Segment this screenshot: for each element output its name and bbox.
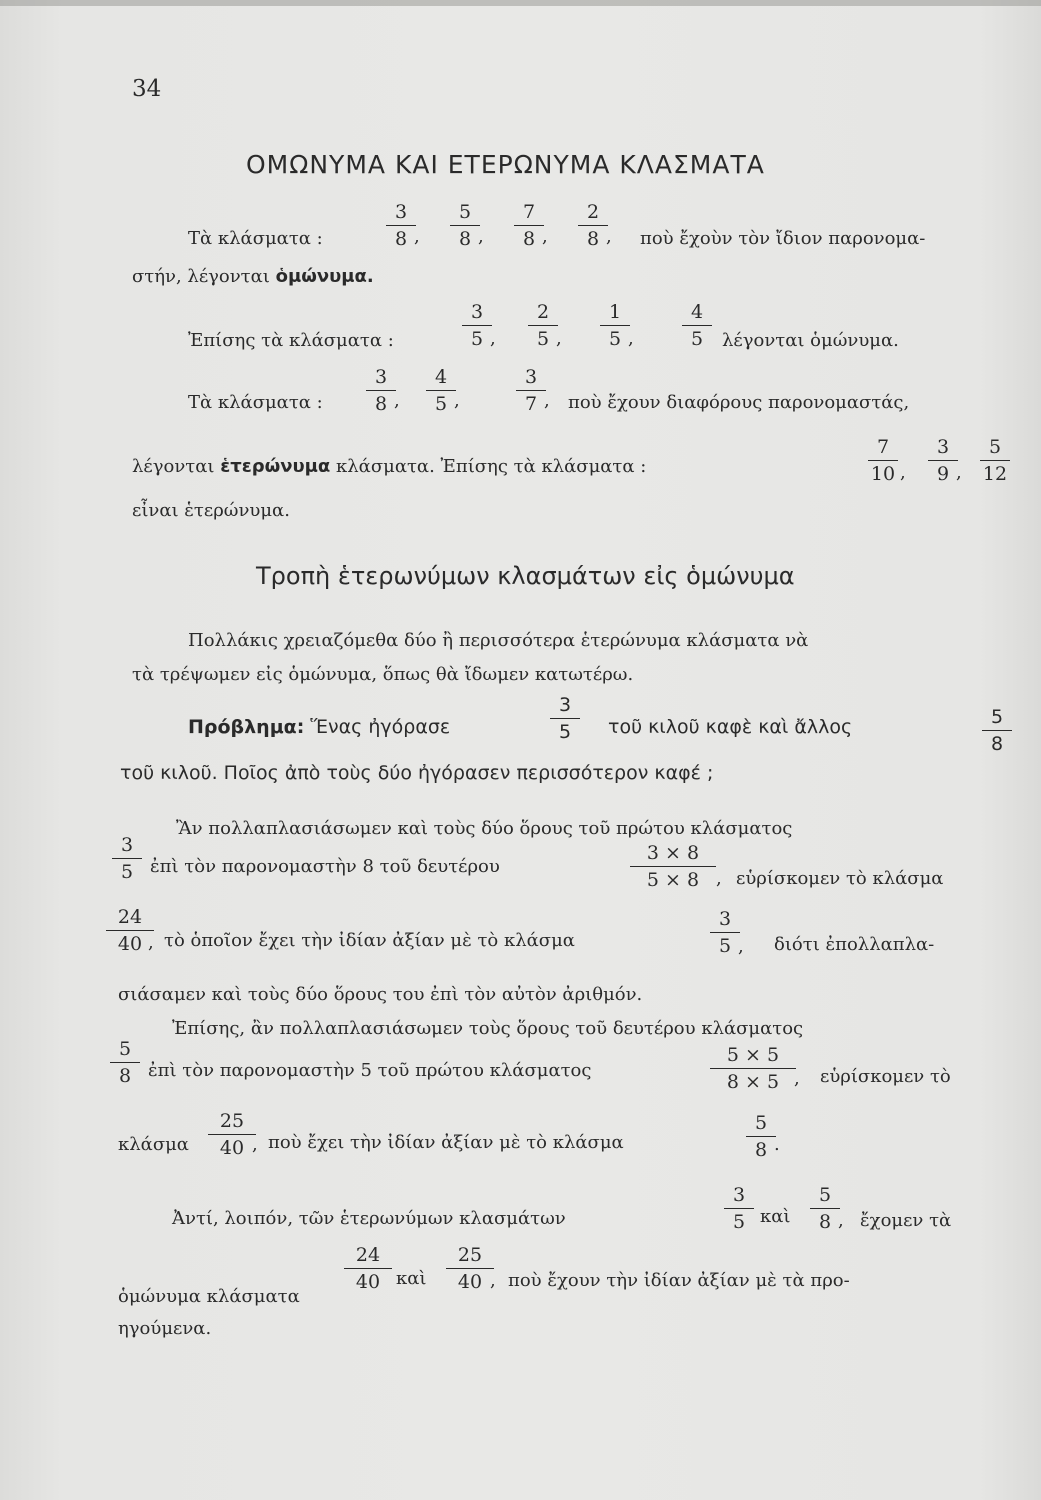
- top-edge-shadow: [0, 0, 1041, 6]
- p2-lead: Ἐπίσης τὰ κλάσματα :: [188, 330, 394, 351]
- p1-tail: ποὺ ἔχοὺν τὸν ἴδιον παρονομα-: [640, 228, 926, 249]
- p3-line3: εἶναι ἑτερώνυμα.: [132, 500, 290, 521]
- fraction: 24 40: [104, 908, 156, 954]
- fraction: 2 5: [526, 303, 560, 349]
- fraction: 3 7: [514, 368, 548, 414]
- p1-line2: στήν, λέγονται ὁμώνυμα.: [132, 266, 374, 287]
- sol-line5: Ἐπίσης, ἂν πολλαπλασιάσωμεν τοὺς ὅρους τοῦ δευτέρου κλάσματος: [172, 1018, 804, 1039]
- fraction: 1 5: [598, 303, 632, 349]
- concl-line1: Ἀντί, λοιπόν, τῶν ἑτερωνύμων κλασμάτων: [172, 1208, 566, 1229]
- fraction: 5 8: [108, 1040, 142, 1086]
- sol-line1: Ἂν πολλαπλασιάσωμεν καὶ τοὺς δύο ὅρους τοῦ πρώτου κλάσματος: [176, 818, 793, 839]
- chapter-title: ΟΜΩΝΥΜΑ ΚΑΙ ΕΤΕΡΩΝΥΜΑ ΚΛΑΣΜΑΤΑ: [246, 150, 765, 179]
- problem-line2: τοῦ κιλοῦ. Ποῖος ἀπὸ τοὺς δύο ἠγόρασεν περισσότερον καφέ ;: [120, 762, 714, 784]
- fraction: 3 5: [548, 696, 582, 742]
- sol-line7a: κλάσμα: [118, 1134, 189, 1155]
- section-subtitle: Τροπὴ ἑτερωνύμων κλασμάτων εἰς ὁμώνυμα: [256, 562, 795, 590]
- fraction: 2 8: [576, 203, 610, 249]
- fraction: 3 5: [708, 910, 742, 956]
- p3-lead: Τὰ κλάσματα :: [188, 392, 323, 413]
- concl-and: καὶ: [760, 1206, 791, 1227]
- fraction: 3 9: [926, 438, 960, 484]
- concl-and2: καὶ: [396, 1268, 427, 1289]
- concl-line3: ηγούμενα.: [118, 1318, 212, 1339]
- fraction: 3 8: [364, 368, 398, 414]
- p2-tail: λέγονται ὁμώνυμα.: [722, 330, 899, 351]
- fraction: 3 5: [460, 303, 494, 349]
- fraction: 5 8: [980, 708, 1014, 754]
- sol-line7b: ποὺ ἔχει τὴν ἰδίαν ἀξίαν μὲ τὸ κλάσμα: [268, 1132, 624, 1153]
- concl-line2: ὁμώνυμα κλάσματα: [118, 1286, 300, 1307]
- fraction: 3 8: [384, 203, 418, 249]
- p4-line1: Πολλάκις χρειαζόμεθα δύο ἢ περισσότερα ἑτερώνυμα κλάσματα νὰ: [188, 630, 809, 651]
- sol-line3b: διότι ἐπολλαπλα-: [774, 934, 935, 955]
- sol-line2b: εὑρίσκομεν τὸ κλάσμα: [736, 868, 944, 889]
- concl-line2b: ποὺ ἔχουν τὴν ἰδίαν ἀξίαν μὲ τὰ προ-: [508, 1270, 850, 1291]
- fraction: 7 10: [866, 438, 900, 484]
- concl-line1b: ἔχομεν τὰ: [860, 1210, 952, 1231]
- fraction: 3 × 8 5 × 8: [628, 844, 718, 890]
- fraction: 7 8: [512, 203, 546, 249]
- sol-line3: τὸ ὁποῖον ἔχει τὴν ἰδίαν ἀξίαν μὲ τὸ κλάσμα: [164, 930, 575, 951]
- fraction: 5 8: [448, 203, 482, 249]
- sol-line6: ἐπὶ τὸν παρονομαστὴν 5 τοῦ πρώτου κλάσματος: [148, 1060, 592, 1081]
- fraction: 25 40: [206, 1112, 258, 1158]
- problem-line1: Πρόβλημα: Ἕνας ἠγόρασε: [188, 716, 451, 738]
- fraction: 5 8: [808, 1186, 842, 1232]
- p1-lead: Τὰ κλάσματα :: [188, 228, 323, 249]
- fraction: 3 5: [110, 836, 144, 882]
- problem-mid: τοῦ κιλοῦ καφὲ καὶ ἄλλος: [608, 716, 853, 738]
- fraction: 4 5: [680, 303, 714, 349]
- fraction: 4 5: [424, 368, 458, 414]
- p4-line2: τὰ τρέψωμεν εἰς ὁμώνυμα, ὅπως θὰ ἴδωμεν κατωτέρω.: [132, 664, 634, 685]
- book-page: 34 ΟΜΩΝΥΜΑ ΚΑΙ ΕΤΕΡΩΝΥΜΑ ΚΛΑΣΜΑΤΑ Τὰ κλάσματα : 3 8 , 5 8 , 7 8 , 2 8 , ποὺ ἔχοὺν τὸν ἴδιον παρονομα- στήν, λέγονται ὁμώνυμα. Ἐπίσης τὰ κλάσματα : 3 5 , 2 5 , 1 5 , 4 5 λέγονται ὁμώνυμα. Τὰ κλάσματα : 3 8 , 4 5 , 3 7 , ποὺ ἔχουν διαφόρους παρονομαστάς, λέγονται ἑτερώνυμα κλάσματα. Ἐπίσης τὰ κλάσματα : 7 10 , 3 9 , 5 12 εἶναι ἑτερώνυμα. Τροπὴ ἑτερωνύμων κλασμάτων εἰς ὁμώνυμα Πολλάκις χρειαζόμεθα δύο ἢ περισσότερα ἑτερώνυμα κλάσματα νὰ τὰ τρέψωμεν εἰς ὁμώνυμα, ὅπως θὰ ἴδωμεν κατωτέρω. Πρόβλημα: Ἕνας ἠγόρασε 3 5 τοῦ κιλοῦ καφὲ καὶ ἄλλος 5 8 τοῦ κιλοῦ. Ποῖος ἀπὸ τοὺς δύο ἠγόρασεν περισσότερον καφέ ; Ἂν πολλαπλασιάσωμεν καὶ τοὺς δύο ὅρους τοῦ πρώτου κλάσματος 3 5 ἐπὶ τὸν παρονομαστὴν 8 τοῦ δευτέρου 3 × 8 5 × 8 , εὑρίσκομεν τὸ κλάσμα 24 40 , τὸ ὁποῖον ἔχει τὴν ἰδίαν ἀξίαν μὲ τὸ κλάσμα 3 5 , διότι ἐπολλαπλα- σιάσαμεν καὶ τοὺς δύο ὅρους του ἐπὶ τὸν αὐτὸν ἀριθμόν. Ἐπίσης, ἂν πολλαπλασιάσωμεν τοὺς ὅρους τοῦ δευτέρου κλάσματος 5 8 ἐπὶ τὸν παρονομαστὴν 5 τοῦ πρώτου κλάσματος 5 × 5 8 × 5 , εὑρίσκομεν τὸ κλάσμα 25 40 , ποὺ ἔχει τὴν ἰδίαν ἀξίαν μὲ τὸ κλάσμα 5 8 . Ἀντί, λοιπόν, τῶν ἑτερωνύμων κλασμάτων 3 5 καὶ 5 8 , ἔχομεν τὰ ὁμώνυμα κλάσματα 24 40 καὶ 25 40 , ποὺ ἔχουν τὴν ἰδίαν ἀξίαν μὲ τὰ προ- ηγούμενα.: [0, 0, 1041, 1500]
- fraction: 5 12: [978, 438, 1012, 484]
- sol-line6b: εὑρίσκομεν τὸ: [820, 1066, 951, 1087]
- p3-tail: ποὺ ἔχουν διαφόρους παρονομαστάς,: [568, 392, 910, 413]
- fraction: 3 5: [722, 1186, 756, 1232]
- p3-line2: λέγονται ἑτερώνυμα κλάσματα. Ἐπίσης τὰ κλάσματα :: [132, 456, 647, 477]
- fraction: 5 8: [744, 1114, 778, 1160]
- sol-line4: σιάσαμεν καὶ τοὺς δύο ὅρους του ἐπὶ τὸν αὐτὸν ἀριθμόν.: [118, 984, 643, 1005]
- page-number: 34: [132, 76, 162, 102]
- fraction: 24 40: [342, 1246, 394, 1292]
- fraction: 5 × 5 8 × 5: [708, 1046, 798, 1092]
- sol-line2: ἐπὶ τὸν παρονομαστὴν 8 τοῦ δευτέρου: [150, 856, 500, 877]
- fraction: 25 40: [444, 1246, 496, 1292]
